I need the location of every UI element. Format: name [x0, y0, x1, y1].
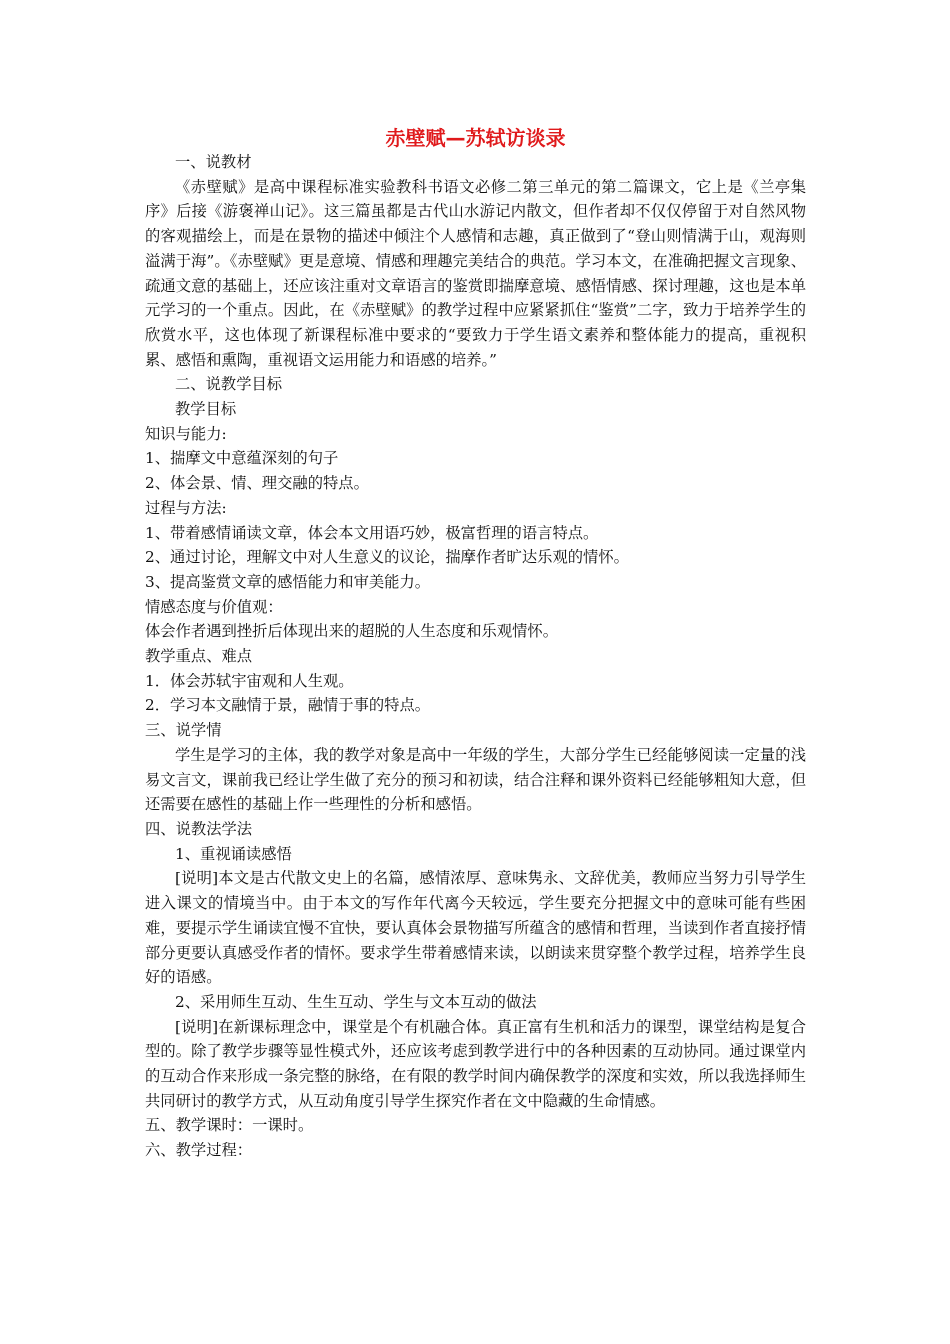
document-body	[145, 150, 806, 1163]
paragraph: 一、说教材	[175, 153, 252, 171]
paragraph: 学生是学习的主体，我的教学对象是高中一年级的学生，大部分学生已经能够阅读一定量的浅易文言文，课前我已经让学生做了充分的预习和初读，结合注释和课外资料已经能够粗知大意，但还需要在感性的基础上作一些理性的分析和感悟。	[145, 745, 806, 814]
paragraph: 二、说教学目标	[175, 375, 283, 394]
paragraph: 知识与能力:	[145, 424, 227, 443]
paragraph: 四、说教法学法	[145, 819, 253, 838]
paragraph: 2．学习本文融情于景，融情于事的特点。	[145, 696, 431, 715]
paragraph: 2、通过讨论，理解文中对人生意义的议论，揣摩作者旷达乐观的情怀。	[145, 548, 629, 567]
paragraph: 三、说学情	[145, 721, 222, 740]
paragraph: 教学目标	[175, 400, 237, 419]
paragraph: 体会作者遇到挫折后体现出来的超脱的人生态度和乐观情怀。	[145, 622, 559, 641]
paragraph: 五、教学课时：一课时。	[145, 1116, 314, 1135]
paragraph: 教学重点、难点	[145, 647, 253, 666]
paragraph: 1．体会苏轼宇宙观和人生观。	[145, 671, 354, 690]
paragraph: 六、教学过程：	[145, 1141, 253, 1160]
paragraph: 3、提高鉴赏文章的感悟能力和审美能力。	[145, 572, 431, 591]
document-title: 赤壁赋—苏轼访谈录	[385, 126, 566, 150]
paragraph: 1、带着感情诵读文章，体会本文用语巧妙，极富哲理的语言特点。	[145, 523, 599, 542]
paragraph: 情感态度与价值观：	[145, 597, 283, 616]
paragraph: 2、体会景、情、理交融的特点。	[145, 474, 369, 493]
paragraph: 2、采用师生互动、生生互动、学生与文本互动的做法	[175, 992, 537, 1011]
paragraph: 《赤壁赋》是高中课程标准实验教科书语文必修二第三单元的第二篇课文，它上是《兰亭集序》后接《游褒禅山记》。这三篇虽都是古代山水游记内散文，但作者却不仅仅停留于对自然风物的客观描绘上，而是在景物的描述中倾注个人感情和志趣，真正做到了“登山则情满于山，观海则溢满于海”。《赤壁赋》更是意境、情感和理趣完美结合的典范。学习本文，在准确把握文言现象、疏通文意的基础上，还应该注重对文章语言的鉴赏即揣摩意境、感悟情感、探讨理趣，这也是本单元学习的一个重点。因此，在《赤壁赋》的教学过程中应紧紧抓住“鉴赏”二字，致力于培养学生的欣赏水平，这也体现了新课程标准中要求的“要致力于学生语文素养和整体能力的提高，重视积累、感悟和熏陶，重视语文运用能力和语感的培养。”	[145, 177, 806, 369]
paragraph: [说明]本文是古代散文史上的名篇，感情浓厚、意味隽永、文辞优美，教师应当努力引导学生进入课文的情境当中。由于本文的写作年代离今天较远，学生要充分把握文中的意味可能有些困难，要提示学生诵读宜慢不宜快，要认真体会景物描写所蕴含的感情和哲理，当读到作者直接抒情部分更要认真感受作者的情怀。要求学生带着感情来读，以朗读来贯穿整个教学过程，培养学生良好的语感。	[145, 869, 806, 987]
paragraph: 1、重视诵读感悟	[175, 844, 292, 863]
paragraph: 1、揣摩文中意蕴深刻的句子	[145, 449, 339, 468]
paragraph: 过程与方法:	[145, 498, 227, 517]
paragraph: [说明]在新课标理念中，课堂是个有机融合体。真正富有生机和活力的课型，课堂结构是复合型的。除了教学步骤等显性模式外，还应该考虑到教学进行中的各种因素的互动协同。通过课堂内的互动合作来形成一条完整的脉络，在有限的教学时间内确保教学的深度和实效，所以我选择师生共同研讨的教学方式，从互动角度引导学生探究作者在文中隐藏的生命情感。	[145, 1017, 806, 1110]
